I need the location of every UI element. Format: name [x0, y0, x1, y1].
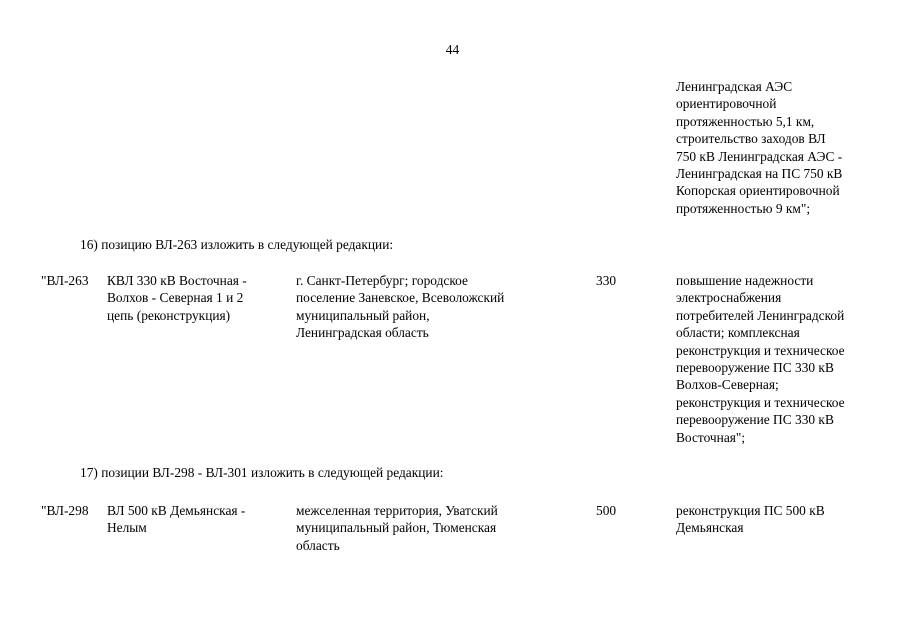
- text-line: Ленинградская область: [296, 325, 429, 341]
- row-name-cell: [107, 502, 245, 537]
- row-purpose-cell: [676, 502, 825, 537]
- text-line: межселенная территория, Уватский: [296, 503, 498, 518]
- row-voltage: 500: [596, 503, 617, 518]
- text-line: КВЛ 330 кВ Восточная -: [107, 273, 247, 288]
- text-line: Нелым: [107, 520, 147, 536]
- text-line: Восточная";: [676, 429, 746, 445]
- text-line: поселение Заневское, Всеволожский: [296, 290, 505, 306]
- text-line: муниципальный район,: [296, 307, 430, 323]
- row-code: "ВЛ-263: [41, 273, 89, 288]
- text-line: строительство заходов ВЛ: [676, 131, 826, 147]
- row-location-cell: [296, 272, 504, 342]
- text-line: Копорская ориентировочной: [676, 183, 840, 199]
- amendment-paragraph-16: 16) позицию ВЛ-263 изложить в следующей редакции:: [80, 237, 394, 252]
- text-line: Волхов - Северная 1 и 2: [107, 290, 244, 306]
- text-line: протяженностью 9 км";: [676, 200, 811, 216]
- text-line: потребителей Ленинградской: [676, 307, 845, 323]
- row-purpose-cell: [676, 272, 845, 446]
- text-line: область: [296, 537, 340, 553]
- text-line: перевооружение ПС 330 кВ: [676, 360, 834, 376]
- text-line: Волхов-Северная;: [676, 377, 779, 393]
- text-line: Ленинградская на ПС 750 кВ: [676, 166, 843, 182]
- row-name-cell: [107, 272, 247, 324]
- text-line: повышение надежности: [676, 273, 814, 288]
- text-line: реконструкция ПС 500 кВ: [676, 503, 825, 518]
- text-line: ориентировочной: [676, 96, 777, 112]
- row-voltage: 330: [596, 273, 617, 288]
- text-line: Ленинградская АЭС: [676, 79, 793, 94]
- text-line: перевооружение ПС 330 кВ: [676, 412, 834, 428]
- page-number: 44: [445, 42, 460, 57]
- text-line: реконструкция и техническое: [676, 342, 845, 358]
- row-code: "ВЛ-298: [41, 503, 89, 518]
- continued-purpose-cell: [676, 78, 891, 217]
- row-location-cell: [296, 502, 498, 554]
- text-line: электроснабжения: [676, 290, 782, 306]
- text-line: Демьянская: [676, 520, 744, 536]
- text-line: ВЛ 500 кВ Демьянская -: [107, 503, 246, 518]
- text-line: 750 кВ Ленинградская АЭС -: [676, 148, 843, 164]
- amendment-paragraph-17: 17) позиции ВЛ-298 - ВЛ-301 изложить в следующей редакции:: [80, 465, 444, 480]
- text-line: реконструкция и техническое: [676, 394, 845, 410]
- text-line: цепь (реконструкция): [107, 307, 231, 323]
- text-line: г. Санкт-Петербург; городское: [296, 273, 468, 288]
- text-line: области; комплексная: [676, 325, 800, 341]
- text-line: муниципальный район, Тюменская: [296, 520, 497, 536]
- text-line: протяженностью 5,1 км,: [676, 113, 815, 129]
